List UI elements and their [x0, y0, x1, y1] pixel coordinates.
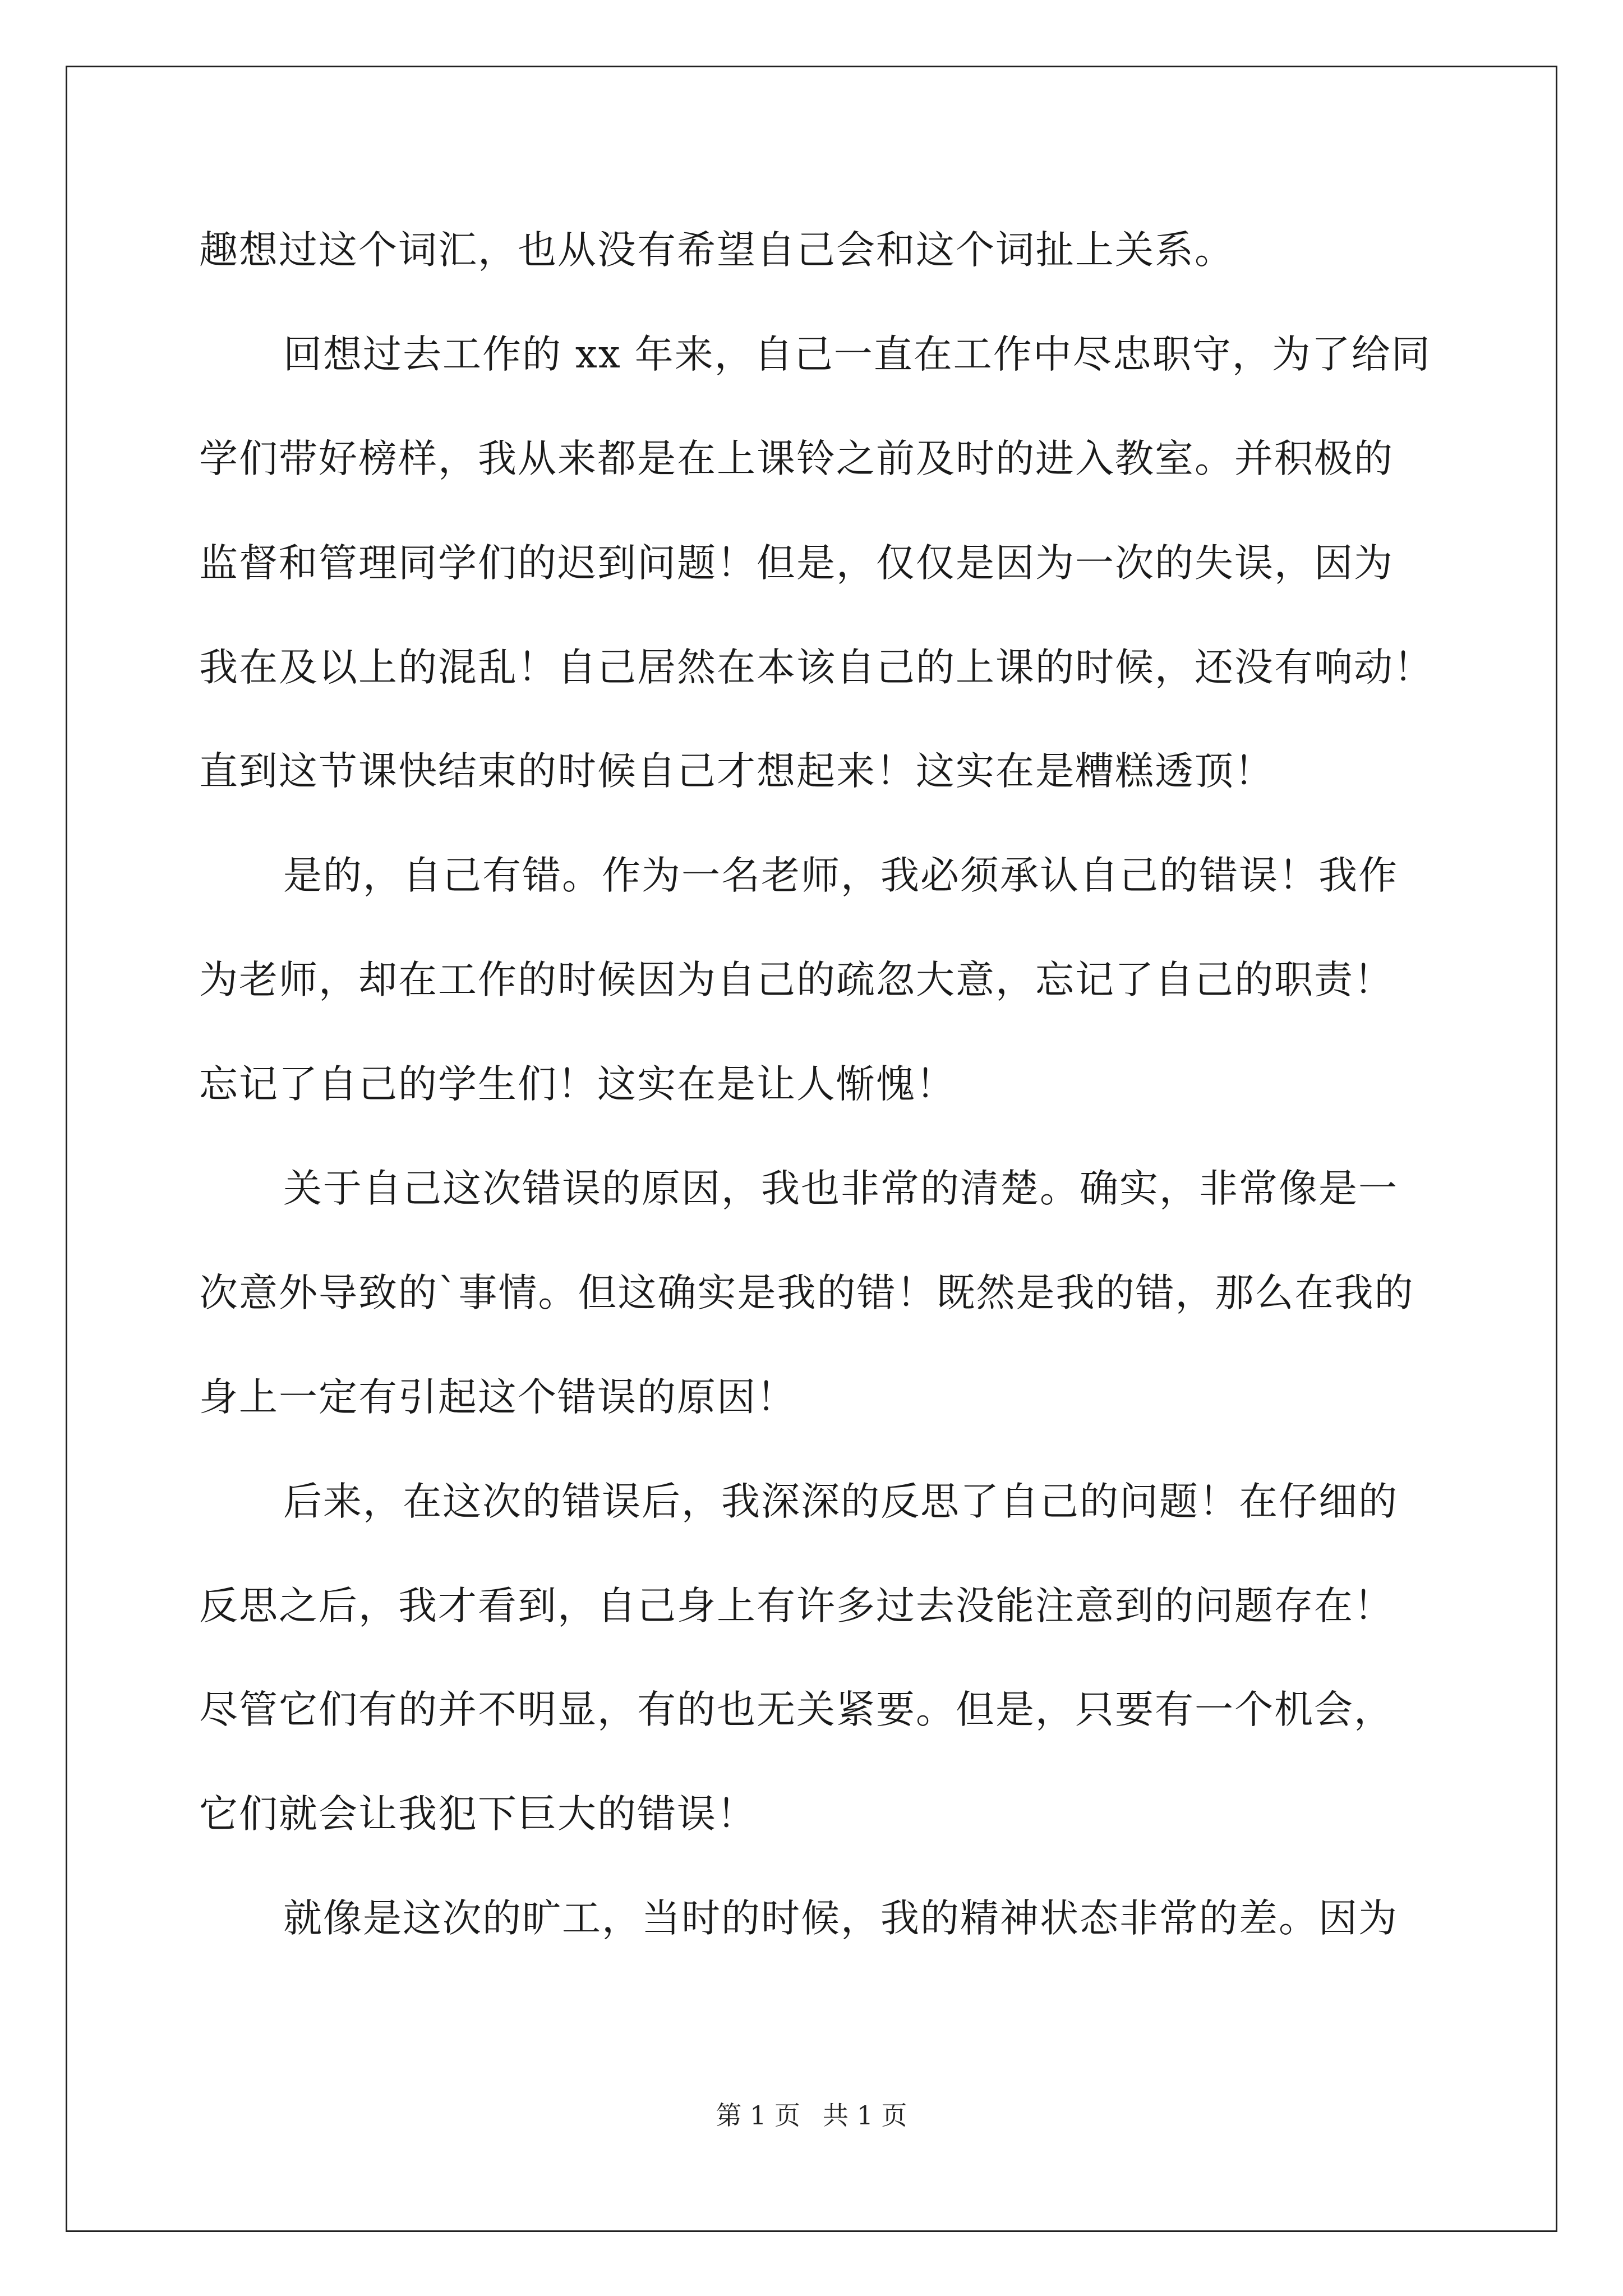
text-line: 后来，在这次的错误后，我深深的反思了自己的问题！在仔细的 — [283, 1479, 1398, 1524]
text-line: 就像是这次的旷工，当时的时候，我的精神状态非常的差。因为 — [283, 1896, 1398, 1941]
text-line: 次意外导致的`事情。但这确实是我的错！既然是我的错，那么在我的 — [199, 1270, 1414, 1315]
text-line: 为老师，却在工作的时候因为自己的疏忽大意，忘记了自己的职责！ — [199, 958, 1394, 1003]
text-line: 它们就会让我犯下巨大的错误！ — [199, 1792, 757, 1837]
text-line: 忘记了自己的学生们！这实在是让人惭愧！ — [199, 1062, 956, 1107]
text-line: 监督和管理同学们的迟到问题！但是，仅仅是因为一次的失误，因为 — [199, 540, 1394, 586]
text-line: 反思之后，我才看到，自己身上有许多过去没能注意到的问题存在！ — [199, 1583, 1394, 1628]
text-line: 趣想过这个词汇，也从没有希望自己会和这个词扯上关系。 — [199, 228, 1234, 273]
text-line: 是的，自己有错。作为一名老师，我必须承认自己的错误！我作 — [283, 853, 1398, 899]
text-line: 回想过去工作的 xx 年来，自己一直在工作中尽忠职守，为了给同 — [283, 332, 1431, 377]
text-line: 学们带好榜样，我从来都是在上课铃之前及时的进入教室。并积极的 — [199, 436, 1394, 481]
text-line: 直到这节课快结束的时候自己才想起来！这实在是糟糕透顶！ — [199, 749, 1274, 794]
document-body — [199, 199, 1433, 1971]
text-line: 关于自己这次错误的原因，我也非常的清楚。确实，非常像是一 — [283, 1166, 1398, 1212]
text-line: 尽管它们有的并不明显，有的也无关紧要。但是，只要有一个机会， — [199, 1687, 1394, 1733]
page-number: 第 1 页 — [716, 2100, 800, 2131]
page-footer — [0, 2095, 1623, 2132]
text-line: 我在及以上的混乱！自己居然在本该自己的上课的时候，还没有响动！ — [199, 645, 1433, 690]
text-line: 身上一定有引起这个错误的原因！ — [199, 1374, 796, 1420]
total-pages: 共 1 页 — [823, 2100, 907, 2131]
